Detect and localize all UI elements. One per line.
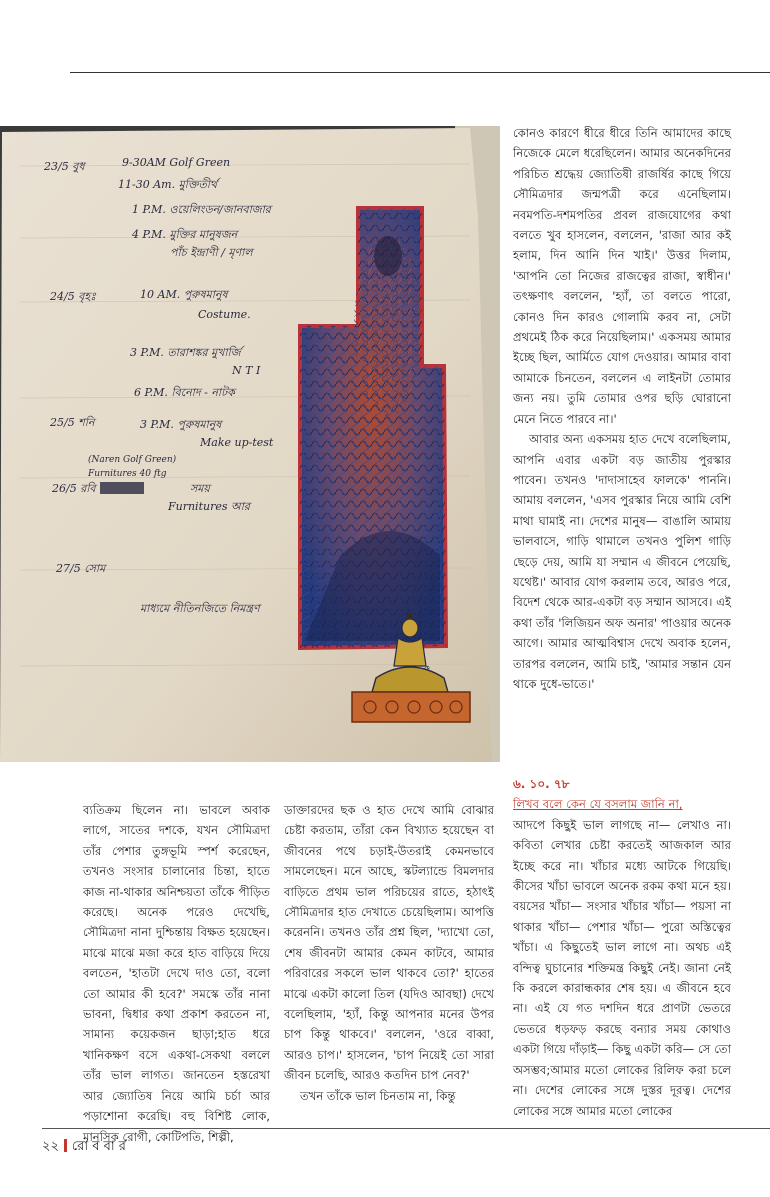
diary-date-heading: ৬. ১০. ৭৮: [513, 777, 570, 791]
article-paragraph: ব্যতিক্রম ছিলেন না। ভাবলে অবাক লাগে, সাতের দশকে, যখন সৌমিত্রদা তাঁর পেশার তুঙ্গভূমি স্পর্শ করেছেন, তখনও সংসার চালানোর চিন্তা, হাতে কাজ না-থাকার অনিশ্চয়তা তাঁকে পীড়িত করেছে। অনেক পরেও দেখেছি, সৌমিত্রদা নানা দুশ্চিন্তায় বিক্ষত হয়েছেন। মাঝে মাঝে মজা করে হাত বাড়িয়ে দিয়ে বলতেন, 'হাতটা দেখে দাও তো, বলো তো আমার কী হবে?' সমস্কে তাঁর নানা ভাবনা, দ্বিধার কথা প্রকাশ করতেন না, সামান্য কয়েকজন ছাড়া;হাত ধরে খানিকক্ষণ বসে একথা-সেকথা বললে তাঁর ভাল লাগত। জানতেন হস্তরেখা আর জ্যোতিষ নিয়ে আমি চর্চা আর পড়াশোনা করেছি। বহু বিশিষ্ট লোক, মানসিক রোগী, কোটিপতি, শিল্পী,: [83, 803, 270, 1144]
diary-entry-line: 10 AM. পুরুষমানুষ: [140, 288, 228, 301]
diary-entry-line: Costume.: [198, 308, 251, 321]
diary-entry-date: 25/5 শনি: [50, 416, 95, 429]
article-column-bottom-2: [284, 800, 494, 1106]
diary-entry-date: 24/5 বৃহঃ: [50, 290, 96, 303]
article-paragraph: তখন তাঁকে ভাল চিনতাম না, কিন্তু: [300, 1088, 456, 1103]
article-paragraph: ডাক্তারদের ছক ও হাত দেখে আমি বোঝার চেষ্টা করতাম, তাঁরা কেন বিখ্যাত হয়েছেন বা জীবনের পথে চড়াই-উতরাই কেমনভাবে সামলেছেন। মনে আছে, স্কটল্যান্ডে বিমলদার বাড়িতে প্রথম ভাল পরিচয়ের রাতে, হঠাৎই সৌমিত্রদার হাত দেখাতে চেয়েছিলাম। আপত্তি করেননি। তখনও তাঁর প্রশ্ন ছিল, 'দ্যাখো তো, শেষ জীবনটা আমার কেমন কাটবে, আমার পরিবারের সকলে ভাল থাকবে তো?' হাতের মাঝে একটা কালো তিল (যদিও আবছা) দেখে বলেছিলাম, 'হ্যাঁ, কিন্তু আপনার মনের উপর চাপ কিন্তু থাকবে।' বললেন, 'ওরে বাব্বা, আরও চাপ।' হাসলেন, 'চাপ নিয়েই তো সারা জীবন চলেছি, আরও কতদিন চাপ নেব?': [284, 803, 494, 1083]
footer-rule: [42, 1128, 770, 1129]
magazine-name: রো ব বা র: [71, 1139, 126, 1154]
diary-entry-line: 3 P.M. পুরুষমানুষ: [140, 418, 222, 431]
footer-divider: [64, 1139, 67, 1152]
diary-entry-line: (Naren Golf Green): [88, 455, 177, 465]
diary-entry-line: N T I: [232, 364, 261, 377]
article-column-right-top: [513, 123, 731, 694]
diary-photo: [0, 126, 500, 762]
diary-entry-line: 11-30 Am. মুক্তিতীর্থ: [118, 178, 218, 191]
diary-entry-line: সময়: [190, 482, 210, 495]
diary-entry-date: 26/5 রবি: [52, 482, 96, 495]
article-paragraph: কোনও কারণে ধীরে ধীরে তিনি আমাদের কাছে নিজেকে মেলে ধরেছিলেন। আমার অনেকদিনের পরিচিত শ্রদ্ধেয় জ্যোতিষী রাজর্ষির কাছে গিয়ে সৌমিত্রদার জন্মপত্রী করে এনেছিলাম। নবমপতি-দশমপতির প্রবল রাজযোগের কথা বলতে খুব হাসলেন, বললেন, 'রাজা আর কই হলাম, দিন আনি দিন খাই।' উত্তর দিলাম, 'আপনি তো নিজের রাজত্বের রাজা, স্বাধীন।' তৎক্ষণাৎ বললেন, 'হ্যাঁ, তা বলতে পারো, কোনও দিন কারও গোলামি করব না, সেটা প্রথমেই ঠিক করে নিয়েছিলাম।' একসময় আমার ইচ্ছে ছিল, আর্মিতে যোগ দেওয়ার। আমার বাবা আমাকে চিনতেন, বললেন এ লাইনটা তোমার জন্য নয়। তুমি তোমার ওপর ছড়ি ঘোরানো মেনে নিতে পারবে না।': [513, 126, 731, 426]
diary-entry-date: 27/5 সোম: [56, 562, 106, 575]
diary-entry-line: 4 P.M. মুক্তির মানুষজন: [132, 228, 238, 241]
diary-excerpt-column: [513, 766, 731, 1121]
diary-first-line: লিখব বলে কেন যে বসলাম জানি না,: [513, 797, 683, 812]
diary-entry-line: Furnitures আর: [168, 500, 250, 513]
page-number: ২২: [42, 1139, 59, 1154]
diary-entry-line: 9-30AM Golf Green: [122, 156, 231, 169]
diary-entry-line: Furnitures 40 ftg: [88, 469, 167, 479]
header-rule: [70, 72, 770, 73]
diary-entry-line: 6 P.M. বিনোদ - নাটক: [134, 386, 235, 399]
diary-entry-date: 23/5 বুধ: [44, 160, 85, 173]
diary-entry-line: Make up-test: [200, 436, 274, 449]
diary-excerpt-text: আদপে কিছুই ভাল লাগছে না— লেখাও না। কবিতা লেখার চেষ্টা করতেই আজকাল আর ইচ্ছে করে না। খাঁচার মধ্যে আটকে গিয়েছি। কীসের খাঁচা ভাবলে অনেক রকম কথা মনে হয়। বয়সের খাঁচা— সংসার খাঁচার খাঁচা— পয়সা না থাকার খাঁচা— পেশার খাঁচা— পুরো অস্তিত্বের খাঁচা। এ কিছুতেই ভাল লাগে না। অথচ এই বন্দিত্ব ঘুচানোর শক্তিমন্ত্র কিছুই নেই। জানা নেই কি করলে কারান্ধকার শেষ হয়। এ জীবনে হবে না। এই যে গত দশদিন ধরে প্রাণটা ভেতরে ভেতরে ধড়ফড় করছে বন্যার সময় কোথাও একটা গিয়ে দাঁড়াই— কিছু একটা করি— সে তো অসম্ভব;আমার মতো লোকের রিলিফ করা চলে না। দেশের লোকের সঙ্গে দুস্তর দূরত্ব। দেশের লোকের সঙ্গে আমার মতো লোকের: [513, 817, 731, 1118]
diary-entry-line: মাধ্যমে নীতিনজিতে নিমন্ত্রণ: [140, 602, 260, 615]
article-column-bottom-1: [83, 800, 270, 1147]
diary-entry-line: 3 P.M. তারাশঙ্কর মুখার্জি: [130, 346, 241, 359]
page-footer: [42, 1137, 126, 1158]
diary-entry-line: পাঁচ ইন্দ্রাণী / মৃণাল: [170, 246, 253, 259]
article-paragraph: আবার অন্য একসময় হাত দেখে বলেছিলাম, আপনি এবার একটা বড় জাতীয় পুরস্কার পাবেন। তখনও 'দাদাসাহেব ফালকে' পাননি। আমায় বললেন, 'এসব পুরস্কার নিয়ে আমি বেশি মাথা ঘামাই না। দেশের মানুষ— বাঙালি আমায় ভালবাসে, গাড়ি থামালে তখনও পুলিশ গাড়ি ছেড়ে দেয়, আমি যা সম্মান এ জীবনে পেয়েছি, যথেষ্ট।' আবার যোগ করলাম তবে, আরও পরে, বিদেশ থেকে আর-একটা বড় সম্মান আসবে। এই কথা তাঁর 'লিজিয়ন অফ অনার' পাওয়ার অনেক আগে। আমার আত্মবিশ্বাস দেখে অবাক হলেন, তারপর বললেন, আমি চাই, 'আমার সন্তান যেন থাকে দুধে-ভাতে।': [513, 432, 731, 691]
diary-entry-line: 1 P.M. ওয়েলিংডন/জানবাজার: [132, 203, 271, 216]
